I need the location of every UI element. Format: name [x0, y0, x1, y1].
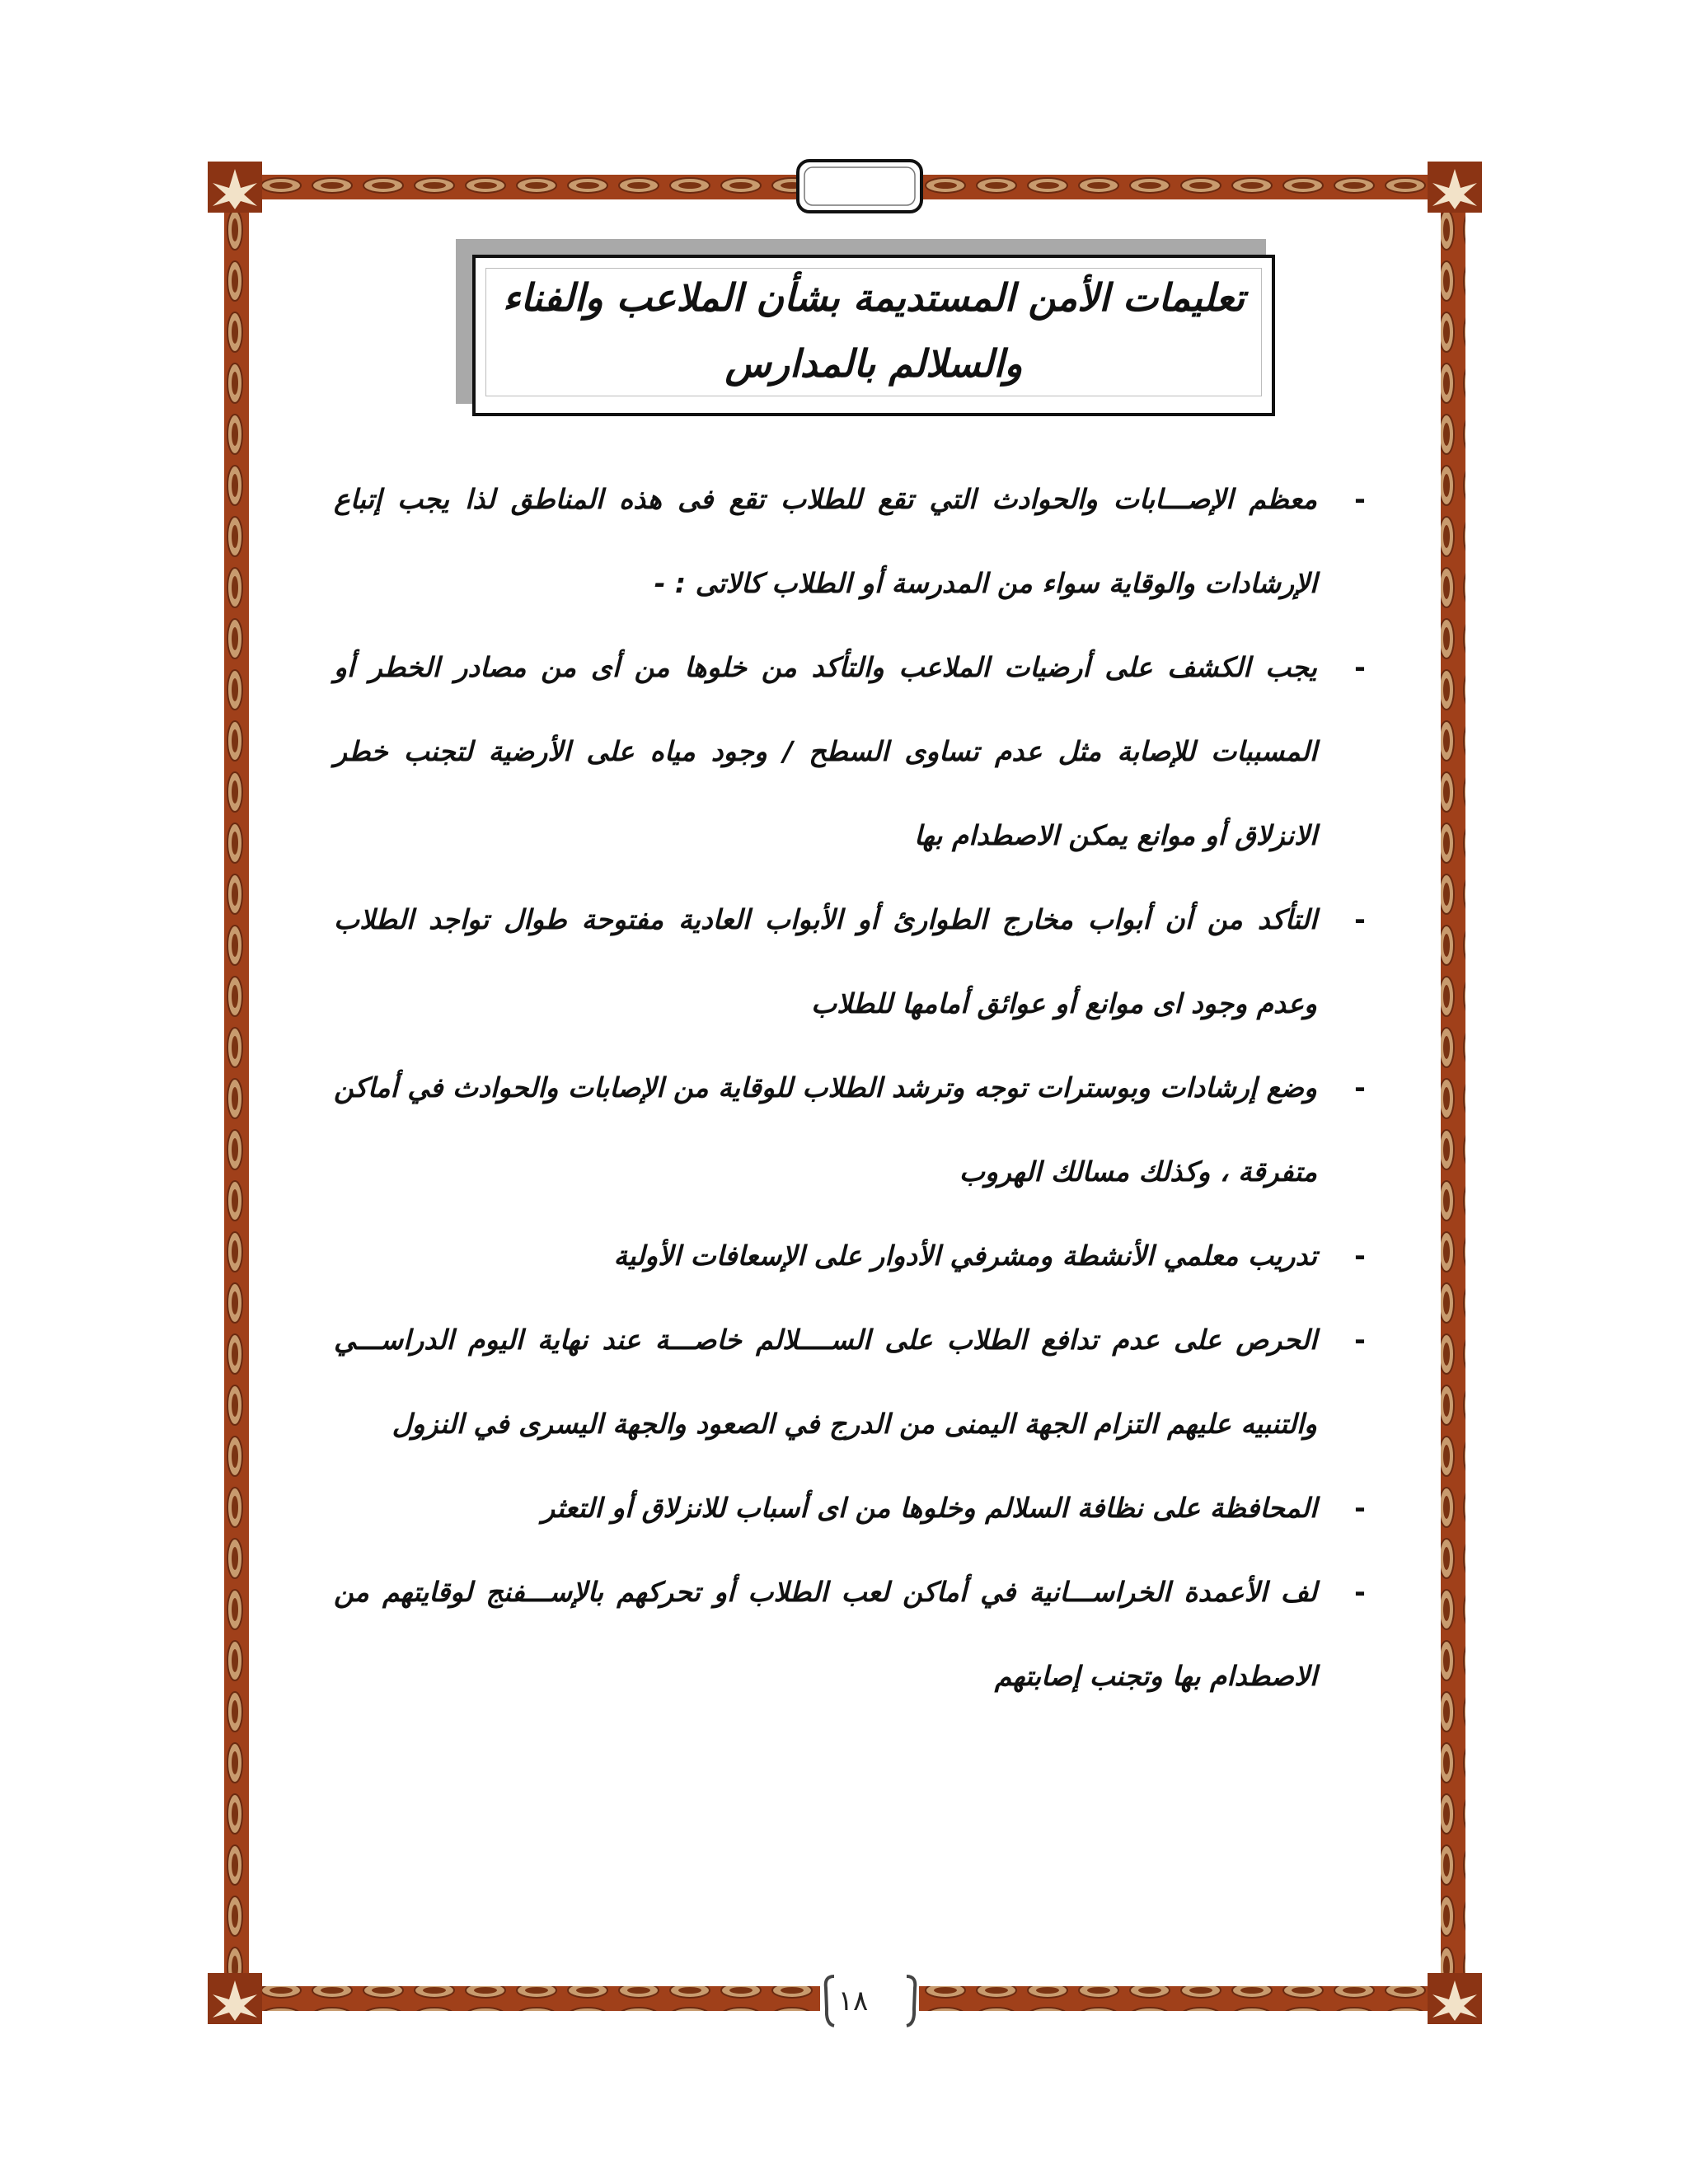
top-center-box [798, 161, 921, 212]
list-item-text: معظم الإصـــابات والحوادث التي تقع للطلاب تقع فى هذه المناطق لذا يجب إتباع الإرشادات والوقاية سواء من المدرسة أو الطلاب كالاتى : - [334, 483, 1317, 599]
list-marker: - [1354, 651, 1366, 683]
list-item [334, 1298, 1376, 1466]
title-line-2: والسلالم بالمدارس [724, 341, 1023, 386]
title-line-1: تعليمات الأمن المستديمة بشأن الملاعب والفناء [502, 275, 1245, 320]
list-item [334, 878, 1376, 1046]
list-marker: - [1354, 1576, 1366, 1608]
list-item-text: التأكد من أن أبواب مخارج الطوارئ أو الأبواب العادية مفتوحة طوال تواجد الطلاب وعدم وجود اى موانع أو عوائق أمامها للطلاب [334, 903, 1317, 1019]
title-box [472, 255, 1275, 416]
list-item [334, 1550, 1376, 1718]
list-item-text: تدريب معلمي الأنشطة ومشرفي الأدوار على الإسعافات الأولية [613, 1240, 1317, 1272]
instructions-list [334, 457, 1376, 1718]
list-marker: - [1354, 903, 1366, 935]
page-title [476, 265, 1272, 396]
corner-ornament-top-right [1428, 162, 1482, 213]
list-item [334, 1466, 1376, 1550]
list-item [334, 1214, 1376, 1298]
list-item [334, 1046, 1376, 1214]
list-item-text: يجب الكشف على أرضيات الملاعب والتأكد من خلوها من أى من مصادر الخطر أو المسببات للإصابة مثل عدم تساوى السطح / وجود مياه على الأرضية لتجنب خطر الانزلاق أو موانع يمكن الاصطدام بها [334, 651, 1317, 851]
list-item [334, 626, 1376, 878]
corner-ornament-top-left [208, 162, 262, 213]
list-item-text: المحافظة على نظافة السلالم وخلوها من اى أسباب للانزلاق أو التعثر [542, 1492, 1317, 1524]
corner-ornament-bottom-right [1428, 1973, 1482, 2024]
list-marker: - [1354, 1492, 1366, 1524]
page-number: ١٨ [837, 1985, 869, 2018]
list-item [334, 457, 1376, 626]
list-marker: - [1354, 1071, 1366, 1104]
list-marker: - [1354, 1240, 1366, 1272]
list-item-text: الحرص على عدم تدافع الطلاب على الســــلالم خاصـــة عند نهاية اليوم الدراســـي والتنبيه عليهم التزام الجهة اليمنى من الدرج في الصعود والجهة اليسرى في النزول [334, 1324, 1317, 1440]
list-marker: - [1354, 483, 1366, 515]
list-marker: - [1354, 1324, 1366, 1356]
corner-ornament-bottom-left [208, 1973, 262, 2024]
list-item-text: لف الأعمدة الخراســـانية في أماكن لعب الطلاب أو تحركهم بالإســـفنج لوقايتهم من الاصطدام بها وتجنب إصابتهم [334, 1576, 1317, 1692]
list-item-text: وضع إرشادات وبوسترات توجه وترشد الطلاب للوقاية من الإصابات والحوادث في أماكن متفرقة ، وكذلك مسالك الهروب [334, 1071, 1317, 1188]
